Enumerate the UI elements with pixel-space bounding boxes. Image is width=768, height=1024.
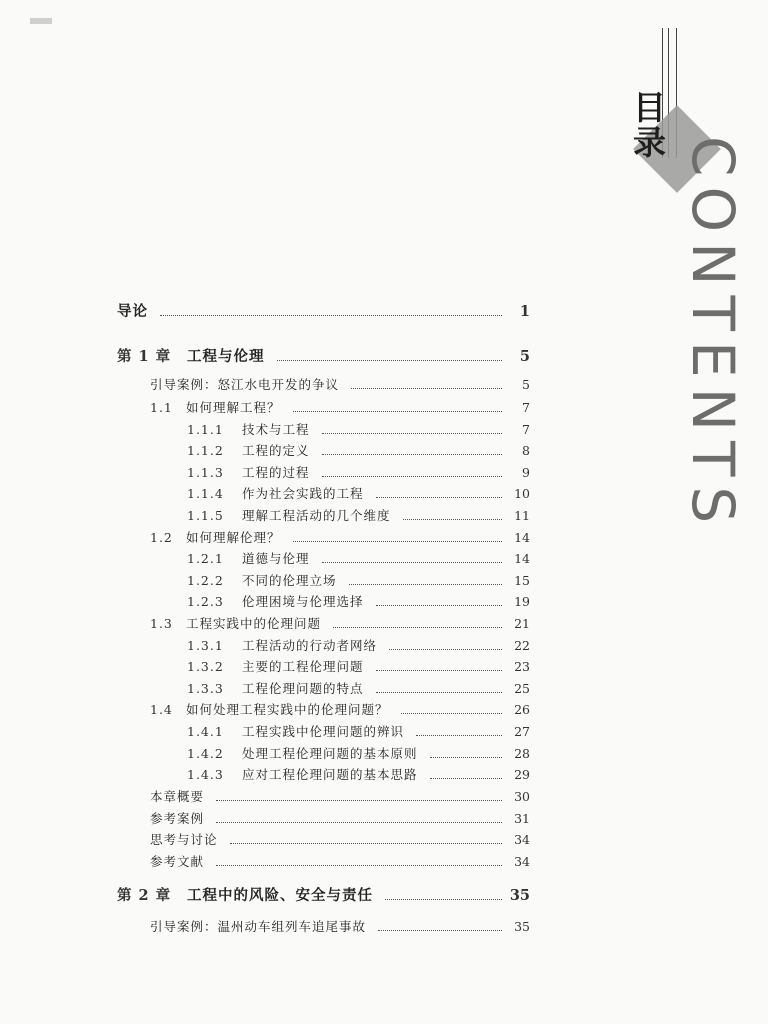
dot-leader (376, 598, 502, 606)
toc-entry-title: 参考文献 (150, 854, 205, 869)
toc-entry-number: 1.4.2 (187, 746, 224, 761)
dot-leader (376, 490, 502, 498)
toc-entry-title: 工程的过程 (242, 465, 310, 480)
toc-entry-number: 1.2.3 (187, 594, 224, 609)
toc-entry-page: 34 (514, 832, 530, 847)
toc-entry-page: 11 (514, 508, 530, 523)
dot-leader (376, 663, 502, 671)
toc-entry-number: 第 2 章 (117, 887, 172, 904)
toc-entry-page: 25 (514, 681, 530, 696)
toc-entry-1-3-3[interactable] (187, 679, 530, 697)
dot-leader (378, 923, 502, 931)
toc-entry-page: 5 (522, 377, 530, 392)
toc-entry-title: 工程的定义 (242, 443, 310, 458)
toc-heading-mulu (633, 90, 673, 160)
toc-entry-title: 伦理困境与伦理选择 (242, 594, 364, 609)
toc-entry-1-2-3[interactable] (187, 592, 530, 610)
toc-entry-page: 14 (514, 551, 530, 566)
toc-entry-summary[interactable] (150, 787, 530, 805)
dot-leader (293, 534, 502, 542)
toc-entry-title: 如何理解工程？ (186, 400, 281, 415)
dot-leader (216, 793, 502, 801)
toc-entry-1-4-2[interactable] (187, 744, 530, 762)
toc-entry-chapter-2[interactable] (117, 884, 530, 905)
toc-entry-page: 27 (514, 724, 530, 739)
toc-entry-number: 1.1 (150, 400, 173, 415)
toc-entry-page: 9 (522, 465, 530, 480)
toc-entry-page: 34 (514, 854, 530, 869)
toc-entry-1-1[interactable] (150, 398, 530, 416)
toc-entry-1-1-4[interactable] (187, 484, 530, 502)
toc-entry-page: 30 (514, 789, 530, 804)
toc-entry-title: 不同的伦理立场 (242, 573, 337, 588)
toc-entry-page: 28 (514, 746, 530, 761)
toc-entry-title: 主要的工程伦理问题 (242, 659, 364, 674)
toc-entry-discussion[interactable] (150, 830, 530, 848)
toc-entry-number: 1.4 (150, 702, 173, 717)
toc-entry-number: 第 1 章 (117, 348, 172, 365)
dot-leader (160, 307, 502, 316)
toc-entry-1-2-1[interactable] (187, 549, 530, 567)
dot-leader (349, 577, 502, 585)
toc-entry-1-3-1[interactable] (187, 636, 530, 654)
dot-leader (333, 620, 502, 628)
toc-entry-page: 10 (514, 486, 530, 501)
toc-entry-references[interactable] (150, 852, 530, 870)
toc-entry-number: 1.3.3 (187, 681, 224, 696)
mulu-char-1: 目 (633, 88, 666, 127)
toc-entry-number: 1.3 (150, 616, 173, 631)
toc-entry-page: 29 (514, 767, 530, 782)
toc-entry-number: 1.3.1 (187, 638, 224, 653)
dot-leader (416, 728, 502, 736)
toc-entry-title: 工程活动的行动者网络 (242, 638, 378, 653)
dot-leader (376, 685, 502, 693)
toc-entry-1-3[interactable] (150, 614, 530, 632)
dot-leader (322, 469, 502, 477)
dot-leader (351, 381, 502, 389)
toc-entry-title: 本章概要 (150, 789, 205, 804)
dot-leader (430, 750, 502, 758)
toc-entry-number: 1.2 (150, 530, 173, 545)
toc-entry-title: 工程实践中伦理问题的辨识 (242, 724, 405, 739)
dot-leader (216, 858, 502, 866)
toc-entry-page: 35 (509, 887, 530, 904)
dot-leader (322, 555, 502, 563)
contents-vertical-title (679, 136, 748, 670)
toc-entry-1-1-5[interactable] (187, 506, 530, 524)
dot-leader (403, 512, 502, 520)
toc-entry-1-1-3[interactable] (187, 463, 530, 481)
toc-entry-page: 5 (519, 348, 530, 365)
toc-entry-number: 1.1.1 (187, 422, 224, 437)
toc-entry-page: 23 (514, 659, 530, 674)
toc-entry-number: 1.1.5 (187, 508, 224, 523)
toc-entry-title: 参考案例 (150, 811, 205, 826)
contents-text: CONTENTS (679, 136, 747, 534)
toc-entry-title: 如何处理工程实践中的伦理问题？ (186, 702, 389, 717)
toc-entry-number: 1.2.2 (187, 573, 224, 588)
dot-leader (216, 815, 502, 823)
dot-leader (389, 642, 502, 650)
toc-entry-page: 19 (514, 594, 530, 609)
toc-entry-intro[interactable] (117, 300, 530, 321)
toc-entry-title: 思考与讨论 (150, 832, 218, 847)
toc-entry-page: 26 (514, 702, 530, 717)
dot-leader (293, 404, 502, 412)
toc-entry-title: 工程中的风险、安全与责任 (187, 887, 373, 904)
toc-entry-title: 工程伦理问题的特点 (242, 681, 364, 696)
toc-entry-number: 1.4.1 (187, 724, 224, 739)
toc-entry-title: 如何理解伦理？ (186, 530, 281, 545)
toc-entry-lead-case-1[interactable] (150, 375, 530, 393)
toc-entry-title: 应对工程伦理问题的基本思路 (242, 767, 418, 782)
toc-entry-title: 技术与工程 (242, 422, 310, 437)
toc-entry-number: 1.1.3 (187, 465, 224, 480)
toc-entry-chapter-1[interactable] (117, 345, 530, 366)
toc-entry-1-3-2[interactable] (187, 657, 530, 675)
toc-entry-title: 道德与伦理 (242, 551, 310, 566)
dot-leader (322, 426, 502, 434)
toc-entry-page: 22 (514, 638, 530, 653)
toc-entry-page: 14 (514, 530, 530, 545)
toc-entry-number: 1.1.4 (187, 486, 224, 501)
toc-entry-1-4-3[interactable] (187, 765, 530, 783)
toc-entry-reference-cases[interactable] (150, 809, 530, 827)
toc-entry-title: 引导案例：怒江水电开发的争议 (150, 377, 340, 392)
toc-entry-title: 处理工程伦理问题的基本原则 (242, 746, 418, 761)
toc-entry-1-2[interactable] (150, 528, 530, 546)
toc-entry-page: 7 (522, 422, 530, 437)
toc-entry-1-1-2[interactable] (187, 441, 530, 459)
toc-entry-page: 1 (519, 303, 530, 320)
toc-entry-1-2-2[interactable] (187, 571, 530, 589)
toc-entry-page: 31 (514, 811, 530, 826)
dot-leader (277, 352, 503, 361)
dot-leader (385, 891, 502, 900)
dot-leader (322, 447, 502, 455)
toc-entry-number: 1.3.2 (187, 659, 224, 674)
dot-leader (430, 771, 502, 779)
toc-entry-title: 作为社会实践的工程 (242, 486, 364, 501)
toc-entry-number: 1.4.3 (187, 767, 224, 782)
mulu-char-2: 录 (633, 123, 666, 162)
toc-entry-page: 7 (522, 400, 530, 415)
toc-entry-title: 导论 (117, 303, 148, 320)
toc-entry-page: 35 (514, 919, 530, 934)
toc-entry-title: 工程与伦理 (187, 348, 265, 365)
toc-entry-page: 15 (514, 573, 530, 588)
toc-entry-number: 1.1.2 (187, 443, 224, 458)
toc-entry-page: 8 (522, 443, 530, 458)
toc-entry-1-4[interactable] (150, 700, 530, 718)
toc-entry-1-1-1[interactable] (187, 420, 530, 438)
toc-entry-title: 引导案例：温州动车组列车追尾事故 (150, 919, 367, 934)
dot-leader (230, 836, 502, 844)
toc-entry-lead-case-2[interactable] (150, 917, 530, 935)
dot-leader (401, 706, 502, 714)
toc-entry-number: 1.2.1 (187, 551, 224, 566)
toc-entry-page: 21 (514, 616, 530, 631)
toc-entry-title: 理解工程活动的几个维度 (242, 508, 391, 523)
toc-entry-1-4-1[interactable] (187, 722, 530, 740)
toc-entry-title: 工程实践中的伦理问题 (186, 616, 322, 631)
